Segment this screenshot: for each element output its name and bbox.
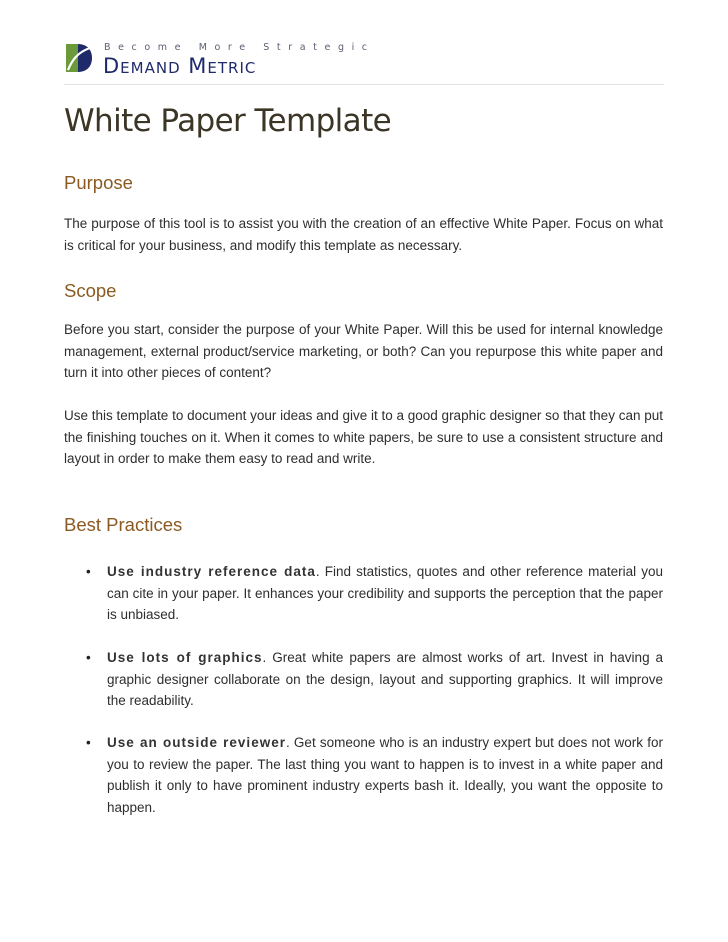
list-item-text: [107, 647, 663, 712]
bullet-icon: •: [86, 735, 91, 750]
purpose-heading: Purpose: [64, 172, 133, 193]
scope-heading: Scope: [64, 280, 117, 301]
purpose-paragraph: The purpose of this tool is to assist you with the creation of an effective White Paper. Focus on what is critical for your business, and modify this template as necessary.: [64, 216, 663, 253]
best-practices-heading: Best Practices: [64, 514, 183, 535]
list-item-lead: Use industry reference data: [107, 564, 316, 579]
logo-brand-name: Demand Metric: [103, 54, 257, 78]
list-item-body: . Great white papers are almost works of art. Invest in having a graphic designer collaborate on the design, layout and supporting graphics. It will improve the readability.: [107, 650, 664, 708]
scope-paragraph: Use this template to document your ideas and give it to a good graphic designer so that they can put the finishing touches on it. When it comes to white papers, be sure to use a consistent structure and layout in order to make them easy to read and write.: [64, 408, 663, 466]
scope-paragraph: Before you start, consider the purpose of your White Paper. Will this be used for internal knowledge management, external product/service marketing, or both? Can you repurpose this white paper and turn it into other pieces of content?: [64, 322, 663, 380]
page-title: White Paper Template: [64, 103, 392, 139]
list-item-lead: Use an outside reviewer: [107, 735, 286, 750]
list-item-text: [107, 561, 663, 626]
header-divider: [64, 84, 664, 85]
logo-mark-icon: [64, 42, 94, 74]
list-item-body: . Get someone who is an industry expert but does not work for you to review the paper. The last thing you want to happen is to invest in a white paper and publish it only to have prominent industry experts bash it. Ideally, you want the opposite to happen.: [107, 735, 663, 815]
bullet-icon: •: [86, 650, 91, 665]
list-item-body: . Find statistics, quotes and other reference material you can cite in your paper. It enhances your credibility and supports the perception that the paper is unbiased.: [107, 564, 663, 622]
list-item-text: [107, 732, 663, 818]
logo-tagline: Become More Strategic: [104, 42, 375, 53]
list-item-lead: Use lots of graphics: [107, 650, 263, 665]
bullet-icon: •: [86, 564, 91, 579]
demand-metric-logo: [64, 40, 375, 78]
